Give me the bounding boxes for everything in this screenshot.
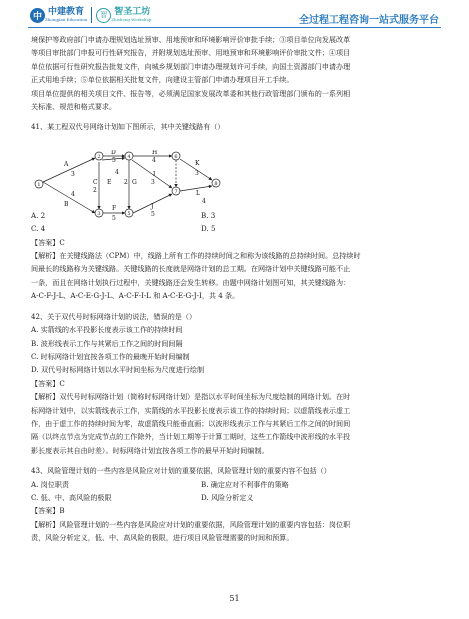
explanation-line: 影长度表示其自由时差）。时标网络计划宜按各项工作的最早开始时间编制。: [31, 445, 269, 455]
activity-duration: 4: [152, 157, 156, 164]
intro-line: 境保护等政府部门申请办理规划选址预审、用地预审和环境影响评价审批手续；③项目单位向发展改革: [31, 35, 351, 44]
explanation-line: A-C-F-J-L、A-C-E-G-J-L、A-C-F-I-L 和 A-C-E-G-J-I，共 4 条。: [31, 291, 240, 301]
activity-name: G: [132, 179, 137, 186]
logo-divider: [91, 7, 92, 23]
activity-B-arrow: [43, 182, 95, 213]
header-divider: [28, 27, 441, 28]
activity-name: C: [93, 179, 98, 186]
option-b: B. 3: [201, 210, 216, 220]
option-d: D. 双代号时标网络计划以水平时间坐标为尺度进行绘制: [31, 365, 205, 375]
question-43-title: 43、风险管理计划的一些内容是风险应对计划的重要依据，风险管理计划的重要内容不包括（）: [31, 466, 331, 476]
question-43-options-row1: [31, 478, 441, 491]
question-41-options-row2: [31, 222, 441, 235]
zhisheng-sub: Zhisheng Workshop: [111, 17, 152, 22]
zhisheng-logo-icon: 智: [96, 8, 111, 23]
node-label: 8: [214, 181, 218, 187]
option-d: D. 风险分析定义: [201, 492, 254, 502]
page-content: [31, 33, 441, 545]
activity-duration: 2: [93, 187, 97, 194]
activity-name: A: [64, 161, 69, 168]
intro-line: 等项目审批部门申报可行性研究报告，并附规划选址预审、用地预审和环境影响评价审批文件；④项目: [31, 48, 351, 58]
answer-label: 【答案】B: [31, 506, 65, 516]
option-b: B. 波形线表示工作与其紧后工作之间的时间间隔: [31, 338, 183, 348]
answer-label: 【答案】C: [31, 378, 65, 388]
option-d: D. 5: [201, 224, 216, 234]
header-title: 全过程工程咨询一站式服务平台: [299, 15, 439, 26]
network-diagram: [31, 150, 231, 222]
zhongjian-logo-icon: 中: [30, 8, 45, 23]
activity-name: F: [112, 205, 117, 212]
explanation-line: 标网络计划中，以实箭线表示工作，实箭线的水平投影长度表示该工作的持续时间；以虚箭线表示虚工: [31, 405, 351, 415]
activity-name: J: [151, 203, 154, 210]
explanation-line: 责，风险分析定义，低、中、高风险的极限，进行项目风险管理需要的时间和预算。: [31, 533, 294, 543]
intro-line: 正式用地手续；⑤单位依据相关批复文件，向建设主管部门申请办理项目开工手续。: [31, 75, 294, 85]
option-a: A. 实箭线的水平投影长度表示该工作的持续时间: [31, 325, 183, 335]
activity-name: K: [195, 160, 200, 167]
activity-duration: 5: [112, 157, 116, 164]
explanation-line: 【解析】在关键线路法（CPM）中，线路上所有工作的持续时间之和称为该线路的总持续时间。总持续时: [31, 251, 361, 261]
question-41-title: 41、某工程双代号网络计划如下图所示，其中关键线路有（）: [31, 122, 225, 132]
question-43-options-row2: [31, 491, 441, 504]
option-b: B. 确定应对不利事件的策略: [201, 479, 289, 489]
node-label: 2: [97, 154, 101, 160]
activity-name: B: [64, 201, 69, 208]
activity-name: E: [107, 179, 112, 186]
activity-duration: 4: [202, 198, 206, 205]
answer-label: 【答案】C: [31, 237, 65, 247]
option-c: C. 时标网络计划宜按各项工作的最晚开始时间编制: [31, 351, 190, 361]
activity-name: L: [196, 190, 200, 197]
zhisheng-name: 智圣工坊: [114, 7, 151, 17]
intro-line: 关标准、规范和格式要求。: [31, 102, 117, 112]
page-number: 51: [229, 594, 240, 603]
node-label: 5: [127, 211, 131, 217]
activity-duration: 5: [112, 215, 116, 222]
activity-name: I: [153, 171, 156, 178]
intro-line: 单位依据可行性研究报告批复文件，向城乡规划部门申请办理规划许可手续，向国土资源部门申请办理: [31, 61, 351, 71]
explanation-line: 【解析】风险管理计划的一些内容是风险应对计划的重要依据，风险管理计划的重要内容包括：岗位职: [31, 519, 351, 529]
activity-duration: 3: [71, 171, 75, 178]
activity-duration: 4: [115, 169, 119, 176]
question-42-title: 42、关于双代号时标网络计划的说法，错误的是（）: [31, 311, 197, 321]
option-c: C. 低、中、高风险的极限: [31, 492, 112, 502]
option-a: A. 岗位职责: [31, 479, 70, 489]
zhongjian-sub: Zhongjian Education: [45, 17, 88, 22]
activity-name: D: [111, 150, 116, 156]
intro-line: 项目单位提供的相关项目文件、报告等，必须满足国家发展改革委和其他行政管理部门颁布的一系列相: [31, 88, 351, 98]
explanation-line: 隔（以终点节点为完成节点的工作除外，当计划工期等于计算工期时，这些工作箭线中波形线的水平投: [31, 432, 351, 442]
zhongjian-logo-text: [45, 8, 87, 22]
explanation-line: 【解析】双代号时标网络计划（简称时标网络计划）是指以水平时间坐标为尺度绘制的网络计划。在时: [31, 392, 351, 402]
activity-duration: 3: [195, 170, 199, 177]
explanation-line: 间最长的线路称为关键线路。关键线路的长度就是网络计划的总工期。在网络计划中关键线路可能不止: [31, 264, 351, 274]
activity-duration: 5: [151, 211, 155, 218]
activity-duration: 4: [71, 191, 75, 198]
publisher-logos: [30, 6, 151, 24]
option-a: A. 2: [31, 210, 46, 220]
node-label: 3: [97, 211, 101, 217]
option-c: C. 4: [31, 224, 46, 234]
node-label: 1: [37, 182, 41, 188]
page-header: [0, 0, 469, 30]
activity-duration: 3: [151, 179, 155, 186]
activity-name: H: [152, 150, 158, 156]
node-label: 4: [127, 154, 131, 160]
zhisheng-logo-text: [111, 8, 151, 22]
node-label: 7: [174, 189, 178, 195]
zhongjian-name: 中建教育: [48, 7, 85, 17]
activity-duration: 2: [124, 179, 128, 186]
node-label: 6: [174, 154, 178, 160]
explanation-line: 一条，而且在网络计划执行过程中，关键线路还会发生转移。由题中网络计划图可知，其关键线路为：: [31, 277, 351, 287]
activity-A-arrow: [43, 158, 95, 182]
explanation-line: 作，由于虚工作的持续时间为零，故虚箭线只能垂直画；以波形线表示工作与其紧后工作之间的时间间: [31, 418, 351, 428]
